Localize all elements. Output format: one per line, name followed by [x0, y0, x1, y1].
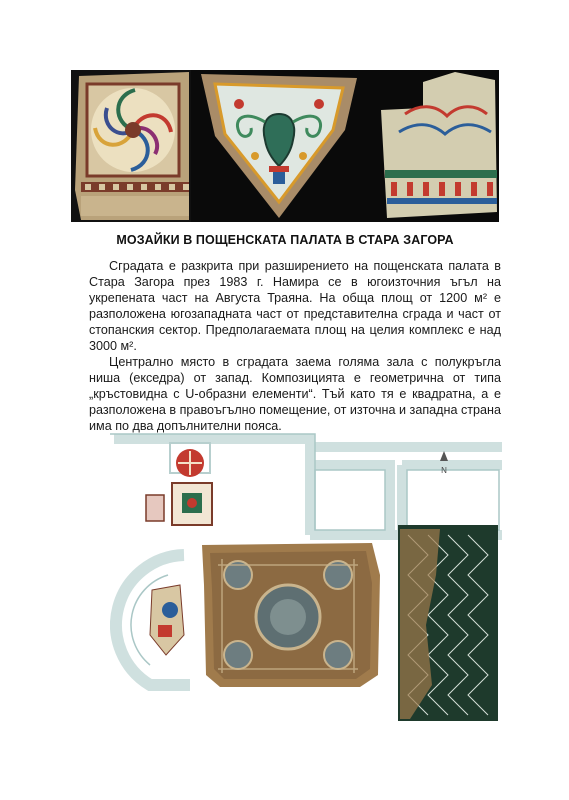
north-arrow-label: N — [441, 466, 447, 475]
mosaic-photo-strip — [71, 70, 499, 222]
fragment-mosaic-photo — [375, 70, 499, 222]
spiral-mosaic-photo — [71, 70, 191, 222]
body-text — [89, 258, 501, 434]
paragraph-2: Централно място в сградата заема голяма зала с полукръгла ниша (екседра) от запад. Композицията е геометрична от типа „кръстовидна с U-образни елементи“. Тъй като тя е квадратна, а е разположена в правоъгълно помещение, от източна и западна страна има по два допълнителни пояса. — [89, 355, 501, 433]
vase-mosaic-photo — [195, 70, 363, 222]
paragraph-1: Сградата е разкрита при разширението на пощенската палата в Стара Загора през 1983 г. Намира се в югоизточния ъгъл на укрепената част на Августа Траяна. На обща площ от 1200 м² е разположена югозападната част от представителна сграда и част от стопанския сектор. Предполагаемата площ на целия комплекс е над 3000 м². — [89, 259, 501, 353]
page-heading: МОЗАЙКИ В ПОЩЕНСКАТА ПАЛАТА В СТАРА ЗАГОРА — [116, 233, 454, 247]
site-plan — [110, 425, 502, 725]
